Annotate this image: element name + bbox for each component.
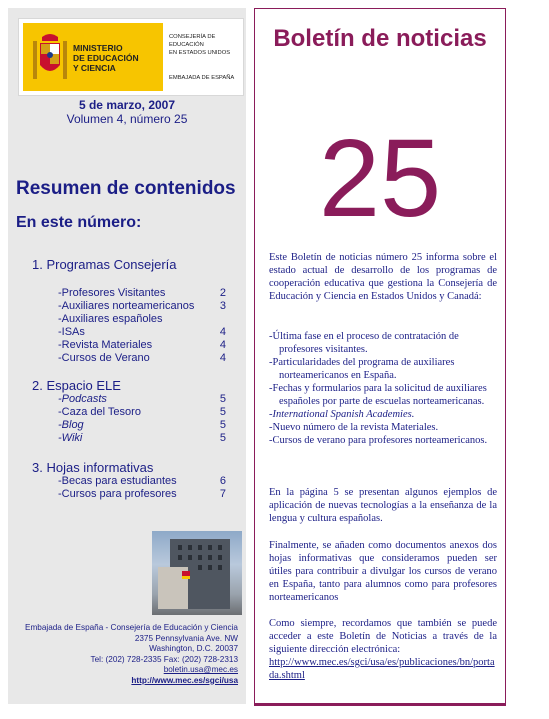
footer-email-link[interactable]: boletin.usa@mec.es	[163, 665, 238, 674]
logo-yellow-band	[23, 23, 163, 91]
issue-date: 5 de marzo, 2007	[78, 98, 176, 112]
contact-footer	[10, 623, 238, 686]
news-bullets	[269, 330, 497, 447]
newsletter-title: Boletín de noticias	[273, 25, 487, 52]
paragraph-tecnologias: En la página 5 se presentan algunos ejemplos de aplicación de nuevas tecnologías a la enseñanza de la lengua y cultura españolas.	[269, 487, 497, 524]
toc-item[interactable]: -Revista Materiales 4	[58, 339, 226, 351]
consejeria-name: CONSEJERÍA DE EDUCACIÓN EN ESTADOS UNIDOS	[169, 34, 231, 56]
toc-section-title: 3. Hojas informativas	[32, 460, 154, 475]
toc-item[interactable]: -Auxiliares norteamericanos 3	[58, 300, 226, 312]
sidebar	[8, 8, 246, 704]
list-item: -International Spanish Academies.	[269, 409, 415, 420]
list-item: -Particularidades del programa de auxiliares norteamericanos en España.	[269, 357, 455, 381]
coat-of-arms-icon	[31, 31, 69, 85]
toc-title: Resumen de contenidos	[16, 178, 236, 199]
list-item: -Fechas y formularios para la solicitud de auxiliares españoles por parte de escuelas norteamericanas.	[269, 383, 487, 407]
embajada-name: EMBAJADA DE ESPAÑA	[169, 75, 235, 81]
footer-line: Embajada de España - Consejería de Educación y Ciencia	[24, 623, 238, 632]
toc-item[interactable]: -Auxiliares españoles	[58, 313, 163, 325]
toc-item[interactable]: -Cursos de Verano 4	[58, 352, 226, 364]
footer-url-link[interactable]: http://www.mec.es/sgci/usa	[131, 675, 238, 685]
toc-item[interactable]: -Podcasts 5	[58, 393, 226, 405]
newsletter-panel	[254, 8, 506, 704]
ministry-name: MINISTERIO DE EDUCACIÓN Y CIENCIA	[73, 43, 139, 73]
toc-item[interactable]: -Cursos para profesores 7	[58, 488, 226, 500]
toc-item[interactable]: -Blog 5	[58, 419, 226, 431]
issue-volume: Volumen 4, número 25	[66, 112, 188, 126]
footer-city: Washington, D.C. 20037	[149, 644, 238, 653]
toc-item[interactable]: -Wiki 5	[58, 432, 226, 444]
intro-paragraph: Este Boletín de noticias número 25 informa sobre el estado actual de desarrollo de los programas de cooperación educativa que gestiona la Consejería de Educación y Ciencia en Estados Unidos y Canadá:	[269, 252, 497, 302]
toc-item[interactable]: -Profesores Visitantes 2	[58, 287, 226, 299]
toc-item[interactable]: -Becas para estudiantes 6	[58, 475, 226, 487]
footer-phone: Tel: (202) 728-2335 Fax: (202) 728-2313	[90, 654, 238, 664]
toc-item[interactable]: -Caza del Tesoro 5	[58, 406, 226, 418]
panel-bottom-rule	[254, 704, 506, 706]
footer-address: 2375 Pennsylvania Ave. NW	[134, 633, 238, 643]
list-item: -Última fase en el proceso de contratación de profesores visitantes.	[269, 331, 459, 355]
portal-link[interactable]: http://www.mec.es/sgci/usa/es/publicaciones/bn/portada.shtml	[269, 657, 495, 681]
list-item: -Cursos de verano para profesores norteamericanos.	[269, 435, 488, 446]
toc-section-title: 2. Espacio ELE	[32, 378, 121, 393]
toc-section-title: 1. Programas Consejería	[32, 257, 177, 272]
issue-number: 25	[318, 117, 442, 240]
list-item: -Nuevo número de la revista Materiales.	[269, 422, 439, 433]
toc-subtitle: En este número:	[16, 214, 142, 231]
paragraph-acceso: Como siempre, recordamos que también se puede acceder a este Boletín de Noticias a través de la siguiente dirección electrónica:	[269, 618, 497, 655]
embassy-building-photo	[152, 531, 242, 615]
paragraph-anexos: Finalmente, se añaden como documentos anexos dos hojas informativas que consideramos pueden ser útiles para contribuir a divulgar los cursos de verano en España, tanto para alumnos como para profesores norteamericanos	[269, 540, 497, 603]
toc-item[interactable]: -ISAs 4	[58, 326, 226, 338]
ministry-logo	[18, 18, 244, 96]
